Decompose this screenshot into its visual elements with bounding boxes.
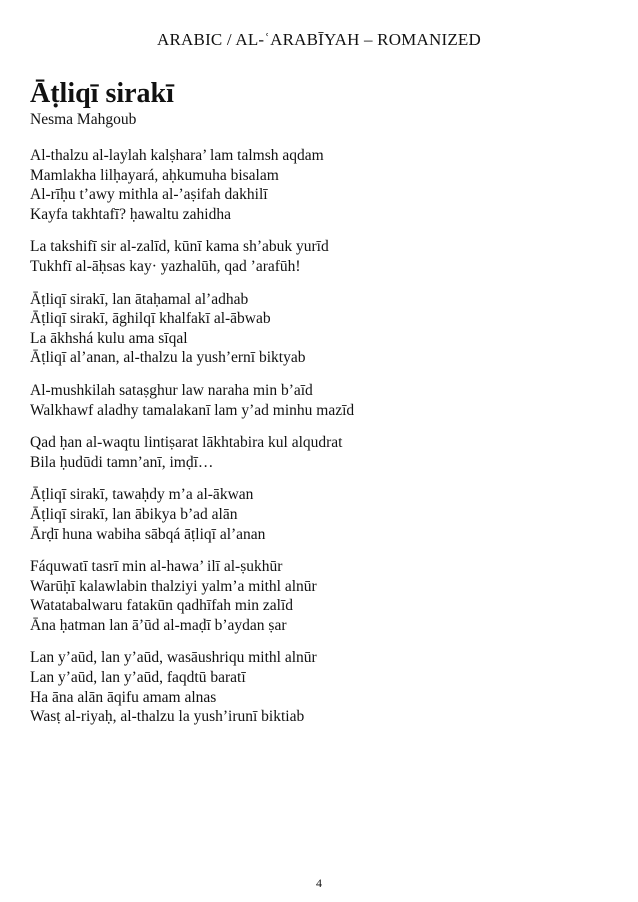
stanza-1	[30, 146, 610, 224]
stanza-5	[30, 433, 610, 472]
stanza-6	[30, 485, 610, 544]
stanza-3	[30, 290, 610, 368]
lyric-line: Ārḍī huna wabiha sābqá āṭliqī al’anan	[30, 525, 266, 543]
lyric-line: Kayfa takhtafī? ḥawaltu zahidha	[30, 205, 231, 223]
lyric-line: Lan y’aūd, lan y’aūd, wasāushriqu mithl alnūr	[30, 649, 317, 667]
lyric-line: Āṭliqī sirakī, lan ābikya b’ad alān	[30, 505, 238, 523]
lyrics	[30, 146, 610, 727]
lyric-line: Wasṭ al-riyaḥ, al-thalzu la yush’irunī biktiab	[30, 708, 305, 726]
lyric-line: Watatabalwaru fatakūn qadhīfah min zalīd	[30, 597, 294, 615]
lyric-line: Al-mushkilah sataṣghur law naraha min b’aīd	[30, 381, 313, 399]
stanza-2	[30, 237, 610, 276]
lyric-line: Āṭliqī sirakī, lan ātaḥamal al’adhab	[30, 290, 249, 308]
lyric-line: Mamlakha lilḥayará, aḥkumuha bisalam	[30, 166, 279, 184]
page-number: 4	[316, 876, 322, 890]
lyric-line: La takshifī sir al-zalīd, kūnī kama sh’abuk yurīd	[30, 238, 329, 256]
lyric-line: Fáquwatī tasrī min al-hawa’ ilī al-ṣukhūr	[30, 558, 283, 576]
lyric-line: Walkhawf aladhy tamalakanī lam y’ad minhu mazīd	[30, 401, 355, 419]
lyric-line: Al-rīḥu t’awy mithla al-’aṣifah dakhilī	[30, 186, 268, 204]
stanza-4	[30, 381, 610, 420]
lyric-line: Āṭliqī sirakī, tawaḥdy m’a al-ākwan	[30, 486, 254, 504]
lyric-line: Ha āna alān āqifu amam alnas	[30, 688, 217, 706]
stanza-8	[30, 648, 610, 726]
song-author: Nesma Mahgoub	[30, 111, 137, 128]
lyric-line: Qad ḥan al-waqtu lintiṣarat lākhtabira kul alqudrat	[30, 434, 343, 452]
lyric-line: Warūḥī kalawlabin thalziyi yalm’a mithl alnūr	[30, 577, 317, 595]
stanza-7	[30, 557, 610, 635]
lyric-line: La ākhshá kulu ama sīqal	[30, 329, 188, 347]
lyric-line: Lan y’aūd, lan y’aūd, faqdtū baratī	[30, 669, 246, 687]
song-content	[30, 79, 610, 740]
lyric-line: Āṭliqī al’anan, al-thalzu la yush’ernī biktyab	[30, 349, 306, 367]
lyric-line: Bila ḥudūdi tamn’anī, imḍī…	[30, 453, 214, 471]
lyric-line: Āṭliqī sirakī, āghilqī khalfakī al-ābwab	[30, 310, 271, 328]
lyric-line: Tukhfī al-āḥsas kay· yazhalūh, qad ’arafūh!	[30, 257, 301, 275]
lyric-line: Āna ḥatman lan ā’ūd al-maḍī b’aydan ṣar	[30, 616, 287, 634]
running-header: ARABIC / AL-ʿARABĪYAH – ROMANIZED	[157, 30, 481, 49]
song-title: Āṭliqī sirakī	[30, 78, 174, 109]
lyric-line: Al-thalzu al-laylah kalṣhara’ lam talmsh aqdam	[30, 147, 324, 164]
